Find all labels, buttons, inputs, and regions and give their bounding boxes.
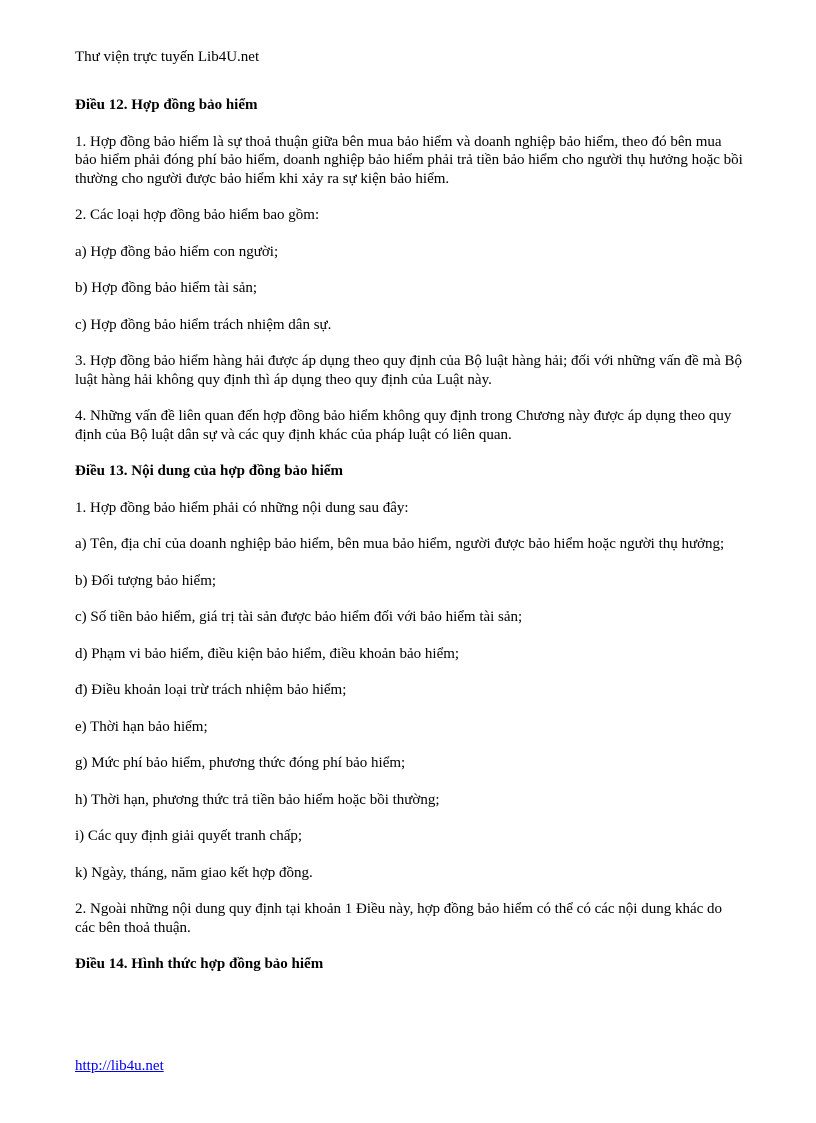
article-12-title: Điều 12. Hợp đồng bảo hiểm <box>75 97 258 113</box>
article-13-para-c: c) Số tiền bảo hiểm, giá trị tài sản được bảo hiểm đối với bảo hiểm tài sản; <box>75 609 523 625</box>
article-13-para-i: i) Các quy định giải quyết tranh chấp; <box>75 828 303 844</box>
article-14-title: Điều 14. Hình thức hợp đồng bảo hiểm <box>75 956 324 972</box>
article-13-para-dd: đ) Điều khoản loại trừ trách nhiệm bảo hiểm; <box>75 682 347 698</box>
article-13-para-k: k) Ngày, tháng, năm giao kết hợp đồng. <box>75 864 313 881</box>
page-header: Thư viện trực tuyến Lib4U.net <box>75 49 260 65</box>
article-12-para-1: 1. Hợp đồng bảo hiểm là sự thoả thuận giữa bên mua bảo hiểm và doanh nghiệp bảo hiểm, theo đó bên mua bảo hiểm phải đóng phí bảo hiểm, doanh nghiệp bảo hiểm phải trả tiền bảo hiểm cho người thụ hưởng hoặc bồi thường cho người được bảo hiểm khi xảy ra sự kiện bảo hiểm. <box>75 133 743 187</box>
article-12-para-4: 4. Những vấn đề liên quan đến hợp đồng bảo hiểm không quy định trong Chương này được áp dụng theo quy định của Bộ luật dân sự và các quy định khác của pháp luật có liên quan. <box>75 408 732 443</box>
article-12-para-b: b) Hợp đồng bảo hiểm tài sản; <box>75 280 258 296</box>
article-12-para-c: c) Hợp đồng bảo hiểm trách nhiệm dân sự. <box>75 316 332 333</box>
article-13-para-g: g) Mức phí bảo hiểm, phương thức đóng phí bảo hiểm; <box>75 755 406 771</box>
article-12-para-2: 2. Các loại hợp đồng bảo hiểm bao gồm: <box>75 207 320 223</box>
article-13-para-d: d) Phạm vi bảo hiểm, điều kiện bảo hiểm, điều khoản bảo hiểm; <box>75 645 460 662</box>
article-13-para-e: e) Thời hạn bảo hiểm; <box>75 718 208 735</box>
article-13-para-b: b) Đối tượng bảo hiểm; <box>75 572 217 589</box>
article-13-para-a: a) Tên, địa chỉ của doanh nghiệp bảo hiểm, bên mua bảo hiểm, người được bảo hiểm hoặc người thụ hưởng; <box>75 536 725 552</box>
footer-link[interactable]: http://lib4u.net <box>75 1058 164 1074</box>
article-13-title: Điều 13. Nội dung của hợp đồng bảo hiểm <box>75 463 343 479</box>
document-body <box>75 96 745 992</box>
article-13-para-2: 2. Ngoài những nội dung quy định tại khoản 1 Điều này, hợp đồng bảo hiểm có thể có các nội dung khác do các bên thoả thuận. <box>75 901 723 936</box>
article-12-para-3: 3. Hợp đồng bảo hiểm hàng hải được áp dụng theo quy định của Bộ luật hàng hải; đối với những vấn đề mà Bộ luật hàng hải không quy định thì áp dụng theo quy định của Luật này. <box>75 353 743 388</box>
article-12-para-a: a) Hợp đồng bảo hiểm con người; <box>75 243 279 260</box>
article-13-para-1: 1. Hợp đồng bảo hiểm phải có những nội dung sau đây: <box>75 499 409 516</box>
article-13-para-h: h) Thời hạn, phương thức trả tiền bảo hiểm hoặc bồi thường; <box>75 791 440 808</box>
